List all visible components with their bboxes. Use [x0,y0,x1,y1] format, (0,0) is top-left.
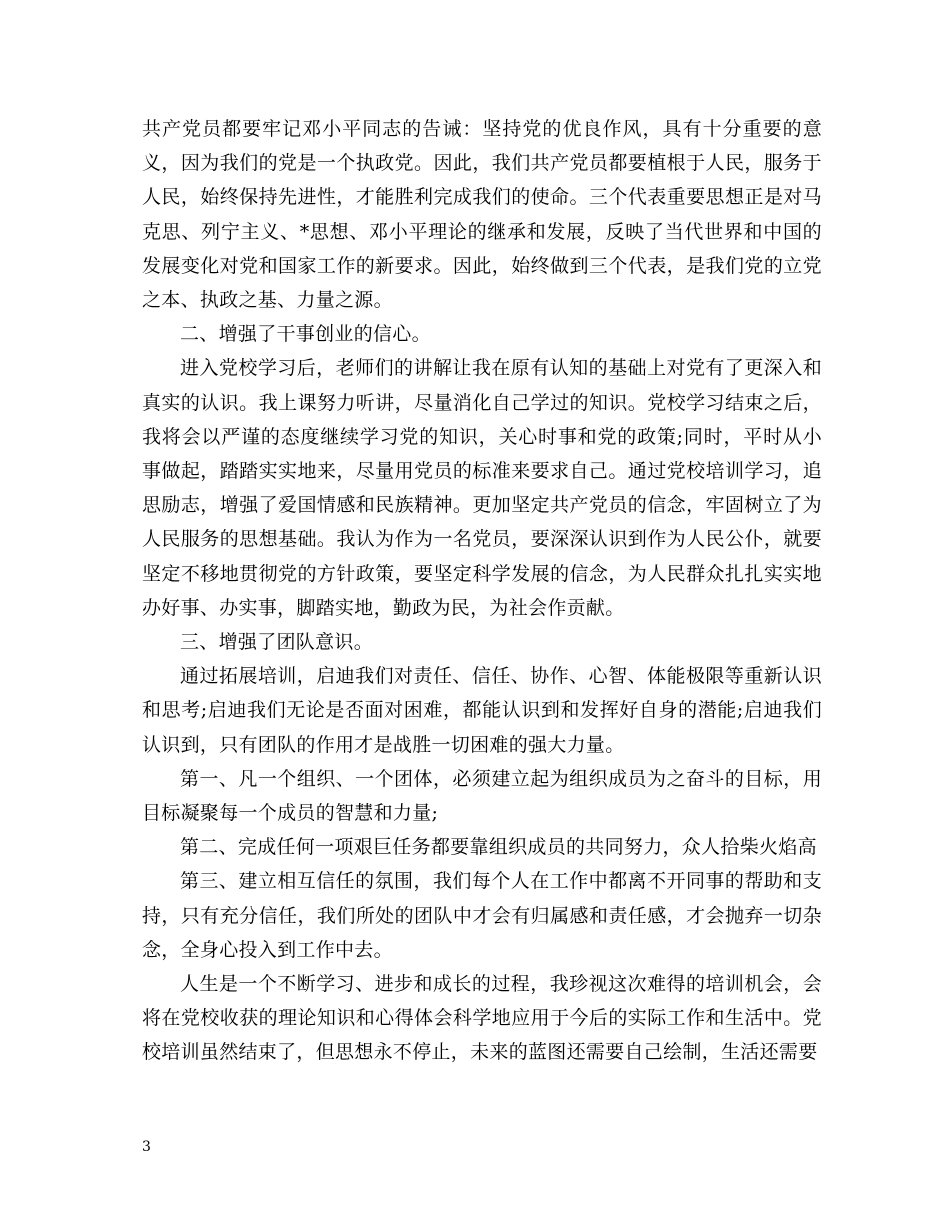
paragraph-1: 共产党员都要牢记邓小平同志的告诫：坚持党的优良作风，具有十分重要的意义，因为我们的党是一个执政党。因此，我们共产党员都要植根于人民，服务于人民，始终保持先进性，才能胜利完成我们的使命。三个代表重要思想正是对马克思、列宁主义、*思想、邓小平理论的继承和发展，反映了当代世界和中国的发展变化对党和国家工作的新要求。因此，始终做到三个代表，是我们党的立党之本、执政之基、力量之源。 [142,118,822,312]
paragraph-4-heading: 三、增强了团队意识。 [180,631,374,654]
page-number: 3 [142,1139,151,1155]
paragraph-6: 第一、凡一个组织、一个团体，必须建立起为组织成员为之奋斗的目标，用目标凝聚每一个成员的智慧和力量; [142,767,822,825]
paragraph-5: 通过拓展培训，启迪我们对责任、信任、协作、心智、体能极限等重新认识和思考;启迪我们无论是否面对困难，都能认识到和发挥好自身的潜能;启迪我们认识到，只有团队的作用才是战胜一切困难的强大力量。 [142,665,822,756]
paragraph-8: 第三、建立相互信任的氛围，我们每个人在工作中都离不开同事的帮助和支持，只有充分信任，我们所处的团队中才会有归属感和责任感，才会抛弃一切杂念，全身心投入到工作中去。 [142,870,822,961]
paragraph-2-heading: 二、增强了干事创业的信心。 [180,323,431,346]
paragraph-7: 第二、完成任何一项艰巨任务都要靠组织成员的共同努力，众人拾柴火焰高 [180,836,817,859]
paragraph-9: 人生是一个不断学习、进步和成长的过程，我珍视这次难得的培训机会，会将在党校收获的理论知识和心得体会科学地应用于今后的实际工作和生活中。党校培训虽然结束了，但思想永不停止，未来的蓝图还需要自己绘制，生活还需要 [142,973,822,1064]
body-text [142,112,822,1070]
paragraph-3: 进入党校学习后，老师们的讲解让我在原有认知的基础上对党有了更深入和真实的认识。我上课努力听讲，尽量消化自己学过的知识。党校学习结束之后，我将会以严谨的态度继续学习党的知识，关心时事和党的政策;同时，平时从小事做起，踏踏实实地来，尽量用党员的标准来要求自己。通过党校培训学习，追思励志，增强了爱国情感和民族精神。更加坚定共产党员的信念，牢固树立了为人民服务的思想基础。我认为作为一名党员，要深深认识到作为人民公仆，就要坚定不移地贯彻党的方针政策，要坚定科学发展的信念，为人民群众扎扎实实地办好事、办实事，脚踏实地，勤政为民，为社会作贡献。 [142,357,822,619]
